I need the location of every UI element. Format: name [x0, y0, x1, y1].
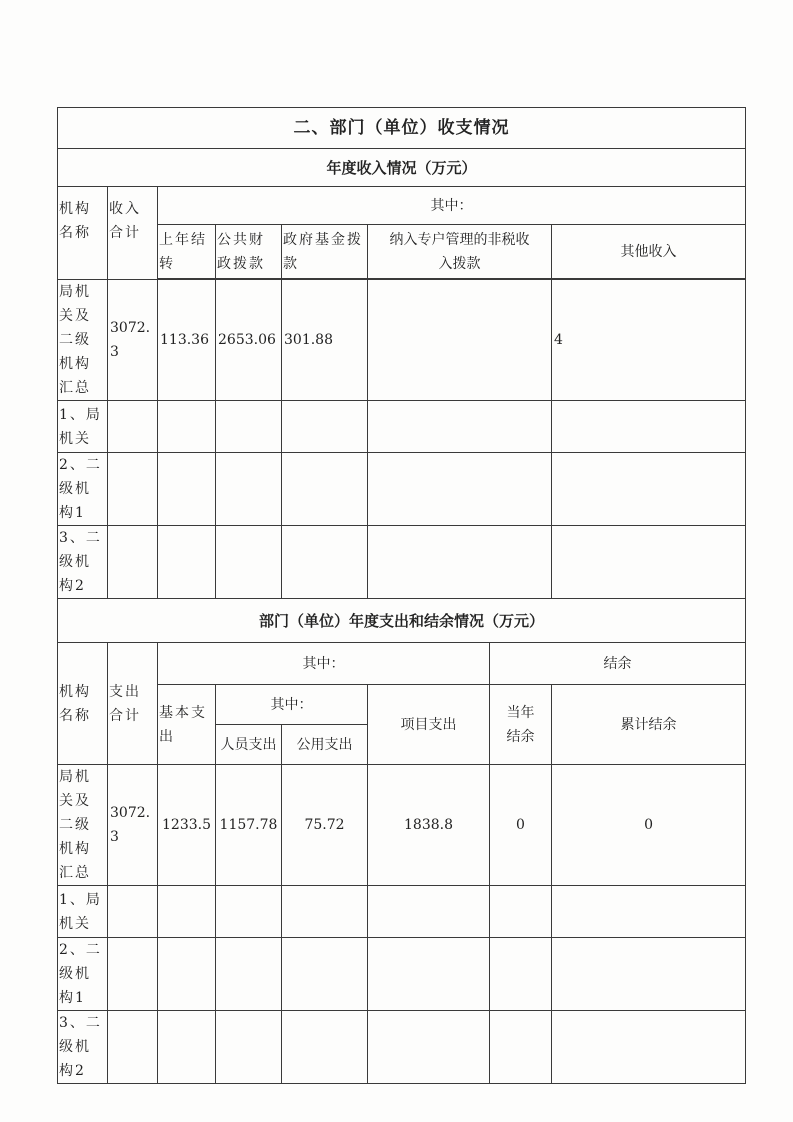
income-section-title: 年度收入情况（万元） [58, 149, 746, 187]
expense-row-basic: 1233.5 [158, 765, 216, 886]
income-row-gov-fund [282, 526, 368, 599]
income-row-nontax [368, 453, 552, 526]
income-row-gov-fund: 301.88 [282, 280, 368, 401]
expense-row-personnel [216, 1011, 282, 1084]
income-row-nontax [368, 280, 552, 401]
expense-row-public-use [282, 1011, 368, 1084]
expense-row-cum-balance [552, 886, 746, 938]
expense-header-balance: 结余 [490, 643, 746, 685]
expense-header-of-which: 其中： [158, 643, 490, 685]
income-row-carryover [158, 401, 216, 453]
expense-header-public-use: 公用支出 [282, 725, 368, 765]
expense-row-personnel [216, 938, 282, 1011]
table-row [58, 526, 746, 599]
expense-row-year-balance [490, 1011, 552, 1084]
expense-row-public-use [282, 938, 368, 1011]
expense-header-total: 支出合计 [108, 643, 158, 765]
income-header-carryover: 上年结转 [158, 225, 216, 279]
expense-header-org: 机构名称 [58, 643, 108, 765]
expense-row-org: 局机关及二级机构汇总 [58, 765, 108, 886]
expense-row-project: 1838.8 [368, 765, 490, 886]
income-row-other [552, 526, 746, 599]
expense-row-basic [158, 1011, 216, 1084]
income-row-nontax [368, 526, 552, 599]
expense-row-total [108, 1011, 158, 1084]
table-row [58, 765, 746, 886]
expense-row-year-balance [490, 938, 552, 1011]
table-row [58, 886, 746, 938]
expense-row-year-balance: 0 [490, 765, 552, 886]
expense-header-basic: 基本支出 [158, 685, 216, 765]
table-row [58, 401, 746, 453]
income-header-public-finance: 公共财政拨款 [216, 225, 282, 279]
income-row-org: 1、局机关 [58, 401, 108, 453]
expense-row-org: 3、二级机构2 [58, 1011, 108, 1084]
income-row-nontax [368, 401, 552, 453]
expense-section-title: 部门（单位）年度支出和结余情况（万元） [58, 599, 746, 643]
expense-row-cum-balance: 0 [552, 765, 746, 886]
income-row-org: 局机关及二级机构汇总 [58, 280, 108, 401]
income-row-public-finance [216, 453, 282, 526]
expense-row-public-use: 75.72 [282, 765, 368, 886]
income-row-public-finance [216, 401, 282, 453]
income-row-public-finance [216, 526, 282, 599]
income-row-carryover [158, 526, 216, 599]
income-header-other: 其他收入 [552, 225, 746, 279]
income-row-gov-fund [282, 453, 368, 526]
expense-row-cum-balance [552, 938, 746, 1011]
expense-header-cum-balance: 累计结余 [552, 685, 746, 765]
income-row-carryover: 113.36 [158, 280, 216, 401]
expense-row-personnel [216, 886, 282, 938]
income-header-gov-fund: 政府基金拨款 [282, 225, 368, 279]
income-header-nontax: 纳入专户管理的非税收入拨款 [368, 225, 552, 279]
expense-row-basic [158, 938, 216, 1011]
table-row [58, 1011, 746, 1084]
expense-row-basic [158, 886, 216, 938]
expense-row-total: 3072.3 [108, 765, 158, 886]
expense-header-year-balance: 当年结余 [490, 685, 552, 765]
expense-row-public-use [282, 886, 368, 938]
expense-row-total [108, 938, 158, 1011]
income-row-org: 2、二级机构1 [58, 453, 108, 526]
expense-header-project: 项目支出 [368, 685, 490, 765]
income-row-org: 3、二级机构2 [58, 526, 108, 599]
income-row-total [108, 401, 158, 453]
expense-header-personnel: 人员支出 [216, 725, 282, 765]
table-row [58, 280, 746, 401]
expense-header-of-which-inner: 其中： [216, 685, 368, 725]
page-title: 二、部门（单位）收支情况 [58, 108, 746, 149]
expense-row-year-balance [490, 886, 552, 938]
table-row [58, 938, 746, 1011]
income-row-gov-fund [282, 401, 368, 453]
income-row-carryover [158, 453, 216, 526]
expense-row-cum-balance [552, 1011, 746, 1084]
expense-row-org: 1、局机关 [58, 886, 108, 938]
income-row-other: 4 [552, 280, 746, 401]
expense-row-total [108, 886, 158, 938]
expense-row-personnel: 1157.78 [216, 765, 282, 886]
expense-row-project [368, 938, 490, 1011]
expense-row-org: 2、二级机构1 [58, 938, 108, 1011]
income-expense-table [57, 107, 746, 1084]
income-header-of-which: 其中： [158, 187, 746, 225]
table-row [58, 453, 746, 526]
income-row-total: 3072.3 [108, 280, 158, 401]
income-row-total [108, 453, 158, 526]
income-row-total [108, 526, 158, 599]
expense-row-project [368, 886, 490, 938]
income-header-org: 机构名称 [58, 187, 108, 280]
income-row-other [552, 401, 746, 453]
income-header-total: 收入合计 [108, 187, 158, 280]
expense-row-project [368, 1011, 490, 1084]
income-row-other [552, 453, 746, 526]
income-row-public-finance: 2653.06 [216, 280, 282, 401]
